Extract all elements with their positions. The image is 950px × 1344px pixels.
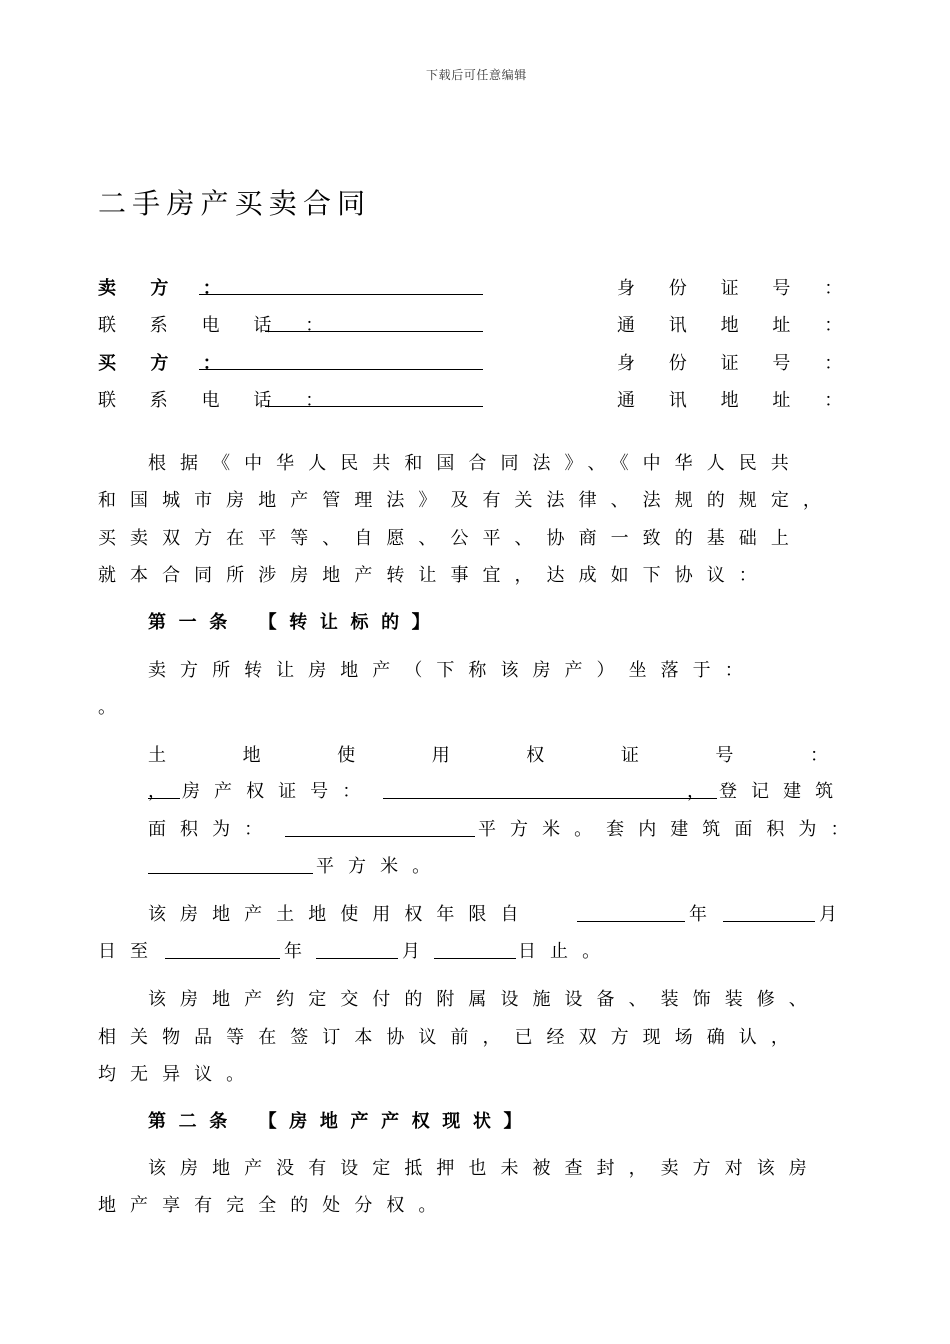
buyer-blank xyxy=(199,351,483,370)
area-blank-2 xyxy=(148,855,313,874)
property-cert-blank xyxy=(383,780,717,799)
facilities-line-3: 均无异议。 xyxy=(98,1064,259,1085)
term-year-blank-2 xyxy=(165,940,280,959)
intro-line-4: 就本合同所涉房地产转让事宜，达成如下协议： xyxy=(98,565,771,586)
comma-2: ， xyxy=(687,781,705,802)
land-cert-char: 用 xyxy=(431,745,450,766)
land-cert-char: 地 xyxy=(242,745,261,766)
article-2-line-2: 地产享有完全的处分权。 xyxy=(98,1195,451,1216)
term-year-2: 年 xyxy=(284,941,302,962)
document-title: 二手房产买卖合同 xyxy=(98,187,372,220)
article-2-line-1: 该房地产没有设定抵押也未被查封，卖方对该房 xyxy=(148,1158,821,1179)
location-line: 卖方所转让房地产（下称该房产）坐落于： xyxy=(148,660,757,681)
seller-phone-blank xyxy=(265,313,483,332)
land-cert-char: 使 xyxy=(337,745,356,766)
term-day-blank xyxy=(434,940,516,959)
buyer-phone-label: 联 系 电 话 ： xyxy=(98,390,338,411)
property-cert-label: 房产权证号： xyxy=(182,781,375,802)
area-label-part1: 登记建筑 xyxy=(719,781,848,802)
term-line-1: 该房地产土地使用权年限自 xyxy=(148,904,533,925)
buyer-phone-blank xyxy=(265,388,483,407)
seller-blank xyxy=(199,276,483,295)
area-unit-2: 平方米。 xyxy=(316,856,445,877)
term-from-day: 日至 xyxy=(98,941,163,962)
area-label-part2: 面积为： xyxy=(148,819,277,840)
intro-line-2: 和国城市房地产管理法》及有关法律、法规的规定， xyxy=(98,490,835,511)
intro-line-3: 买卖双方在平等、自愿、公平、协商一致的基础上 xyxy=(98,528,803,549)
land-cert-char: 证 xyxy=(620,745,639,766)
facilities-line-1: 该房地产约定交付的附属设施设备、装饰装修、 xyxy=(148,989,821,1010)
term-month-2: 月 xyxy=(402,941,420,962)
buyer-address-label: 通 讯 地 址 ： xyxy=(617,390,857,411)
land-cert-line xyxy=(148,741,828,767)
comma-1: ， xyxy=(148,781,166,802)
land-cert-char: 号 xyxy=(715,745,734,766)
article-2-heading: 第二条 【房地产产权现状】 xyxy=(148,1111,535,1132)
buyer-id-label: 身 份 证 号 ： xyxy=(617,353,857,374)
term-year-blank-1 xyxy=(577,903,685,922)
intro-line-1: 根据《中华人民共和国合同法》、《中华人民共 xyxy=(148,453,803,474)
seller-label: 卖 方 ： xyxy=(98,278,235,299)
land-cert-char: ： xyxy=(809,745,828,766)
location-end: 。 xyxy=(98,697,116,718)
term-month-blank-2 xyxy=(316,940,398,959)
term-day-end: 日止。 xyxy=(518,941,615,962)
seller-id-label: 身 份 证 号 ： xyxy=(617,278,857,299)
buyer-label: 买 方 ： xyxy=(98,353,235,374)
header-note: 下载后可任意编辑 xyxy=(426,68,527,82)
article-1-heading: 第一条 【转让标的】 xyxy=(148,612,443,633)
facilities-line-2: 相关物品等在签订本协议前，已经双方现场确认， xyxy=(98,1027,803,1048)
area-blank-1 xyxy=(285,818,475,837)
term-month-blank-1 xyxy=(723,903,815,922)
area-unit-1: 平方米。套内建筑面积为： xyxy=(478,819,863,840)
seller-address-label: 通 讯 地 址 ： xyxy=(617,315,857,336)
land-cert-char: 权 xyxy=(526,745,545,766)
seller-phone-label: 联 系 电 话 ： xyxy=(98,315,338,336)
term-year-1: 年 xyxy=(689,904,707,925)
land-cert-char: 土 xyxy=(148,745,166,766)
term-month-1: 月 xyxy=(819,904,837,925)
